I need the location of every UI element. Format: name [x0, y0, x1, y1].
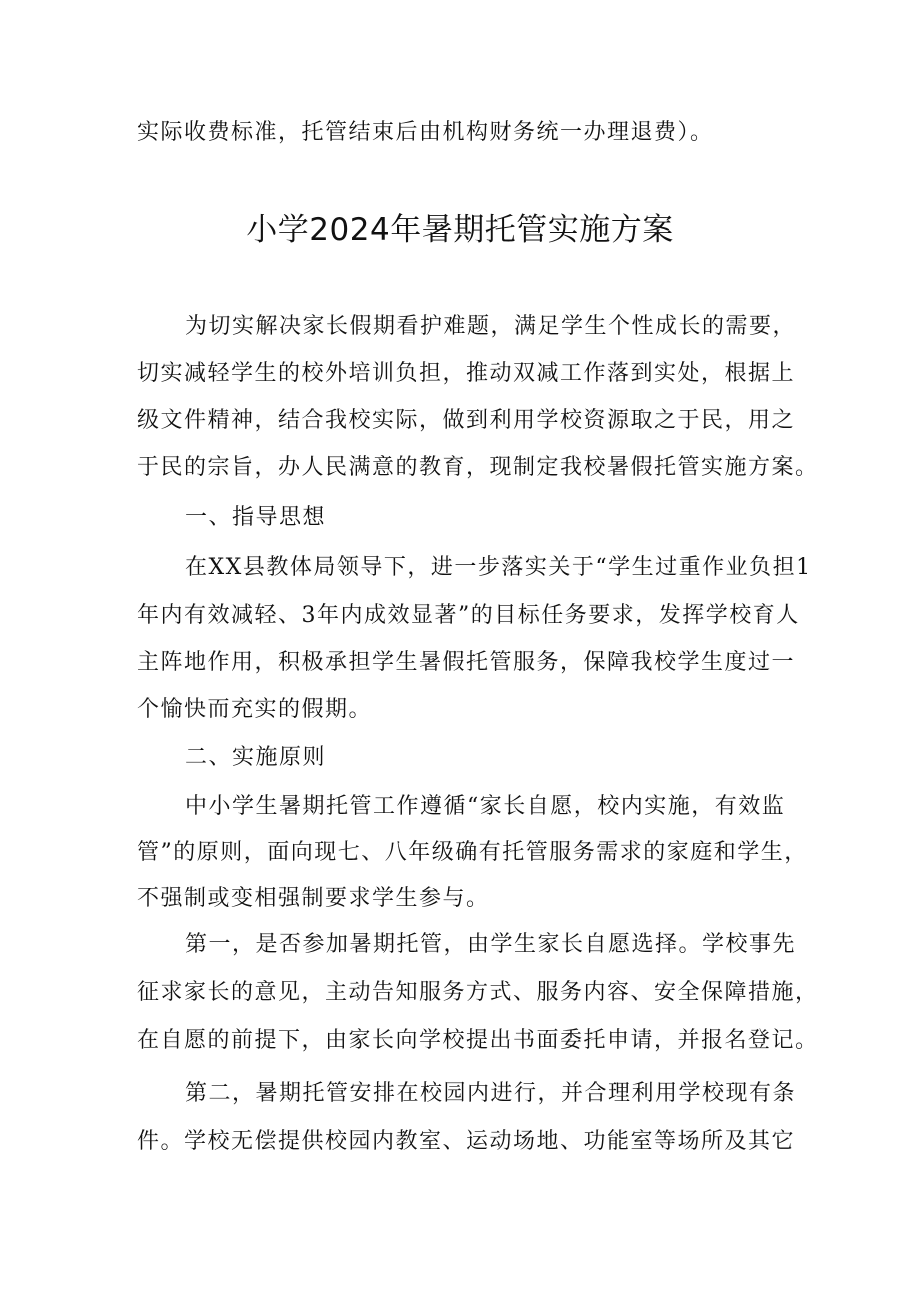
paragraph-line: 征求家长的意见，主动告知服务方式、服务内容、安全保障措施，: [137, 980, 819, 1005]
section-heading-principles: 二、实施原则: [185, 745, 327, 770]
paragraph-line: 于民的宗旨，办人民满意的教育，现制定我校暑假托管实施方案。: [137, 455, 819, 480]
paragraph-line: 件。学校无偿提供校园内教室、运动场地、功能室等场所及其它: [137, 1129, 796, 1154]
paragraph-line: 在XX县教体局领导下，进一步落实关于“学生过重作业负担1: [185, 555, 812, 580]
paragraph-line: 第一，是否参加暑期托管，由学生家长自愿选择。学校事先: [185, 932, 797, 957]
paragraph-line: 中小学生暑期托管工作遵循“家长自愿，校内实施，有效监: [185, 794, 786, 819]
paragraph-line: 为切实解决家长假期看护难题，满足学生个性成长的需要，: [185, 314, 797, 339]
paragraph-line: 主阵地作用，积极承担学生暑假托管服务，保障我校学生度过一: [137, 650, 796, 675]
paragraph-line: 级文件精神，结合我校实际，做到利用学校资源取之于民，用之: [137, 408, 796, 433]
paragraph-line: 管”的原则，面向现七、八年级确有托管服务需求的家庭和学生，: [137, 840, 808, 865]
paragraph-line: 切实减轻学生的校外培训负担，推动双减工作落到实处，根据上: [137, 361, 796, 386]
paragraph-line: 第二，暑期托管安排在校园内进行，并合理利用学校现有条: [185, 1081, 797, 1106]
paragraph-line: 年内有效减轻、3年内成效显著”的目标任务要求，发挥学校育人: [137, 603, 800, 628]
page-title: 小学2024年暑期托管实施方案: [246, 212, 674, 248]
paragraph-line: 在自愿的前提下，由家长向学校提出书面委托申请，并报名登记。: [137, 1028, 819, 1053]
carryover-line: 实际收费标准，托管结束后由机构财务统一办理退费）。: [137, 120, 714, 145]
paragraph-line: 不强制或变相强制要求学生参与。: [137, 886, 490, 911]
section-heading-guiding-ideology: 一、指导思想: [185, 505, 327, 530]
paragraph-line: 个愉快而充实的假期。: [137, 697, 373, 722]
